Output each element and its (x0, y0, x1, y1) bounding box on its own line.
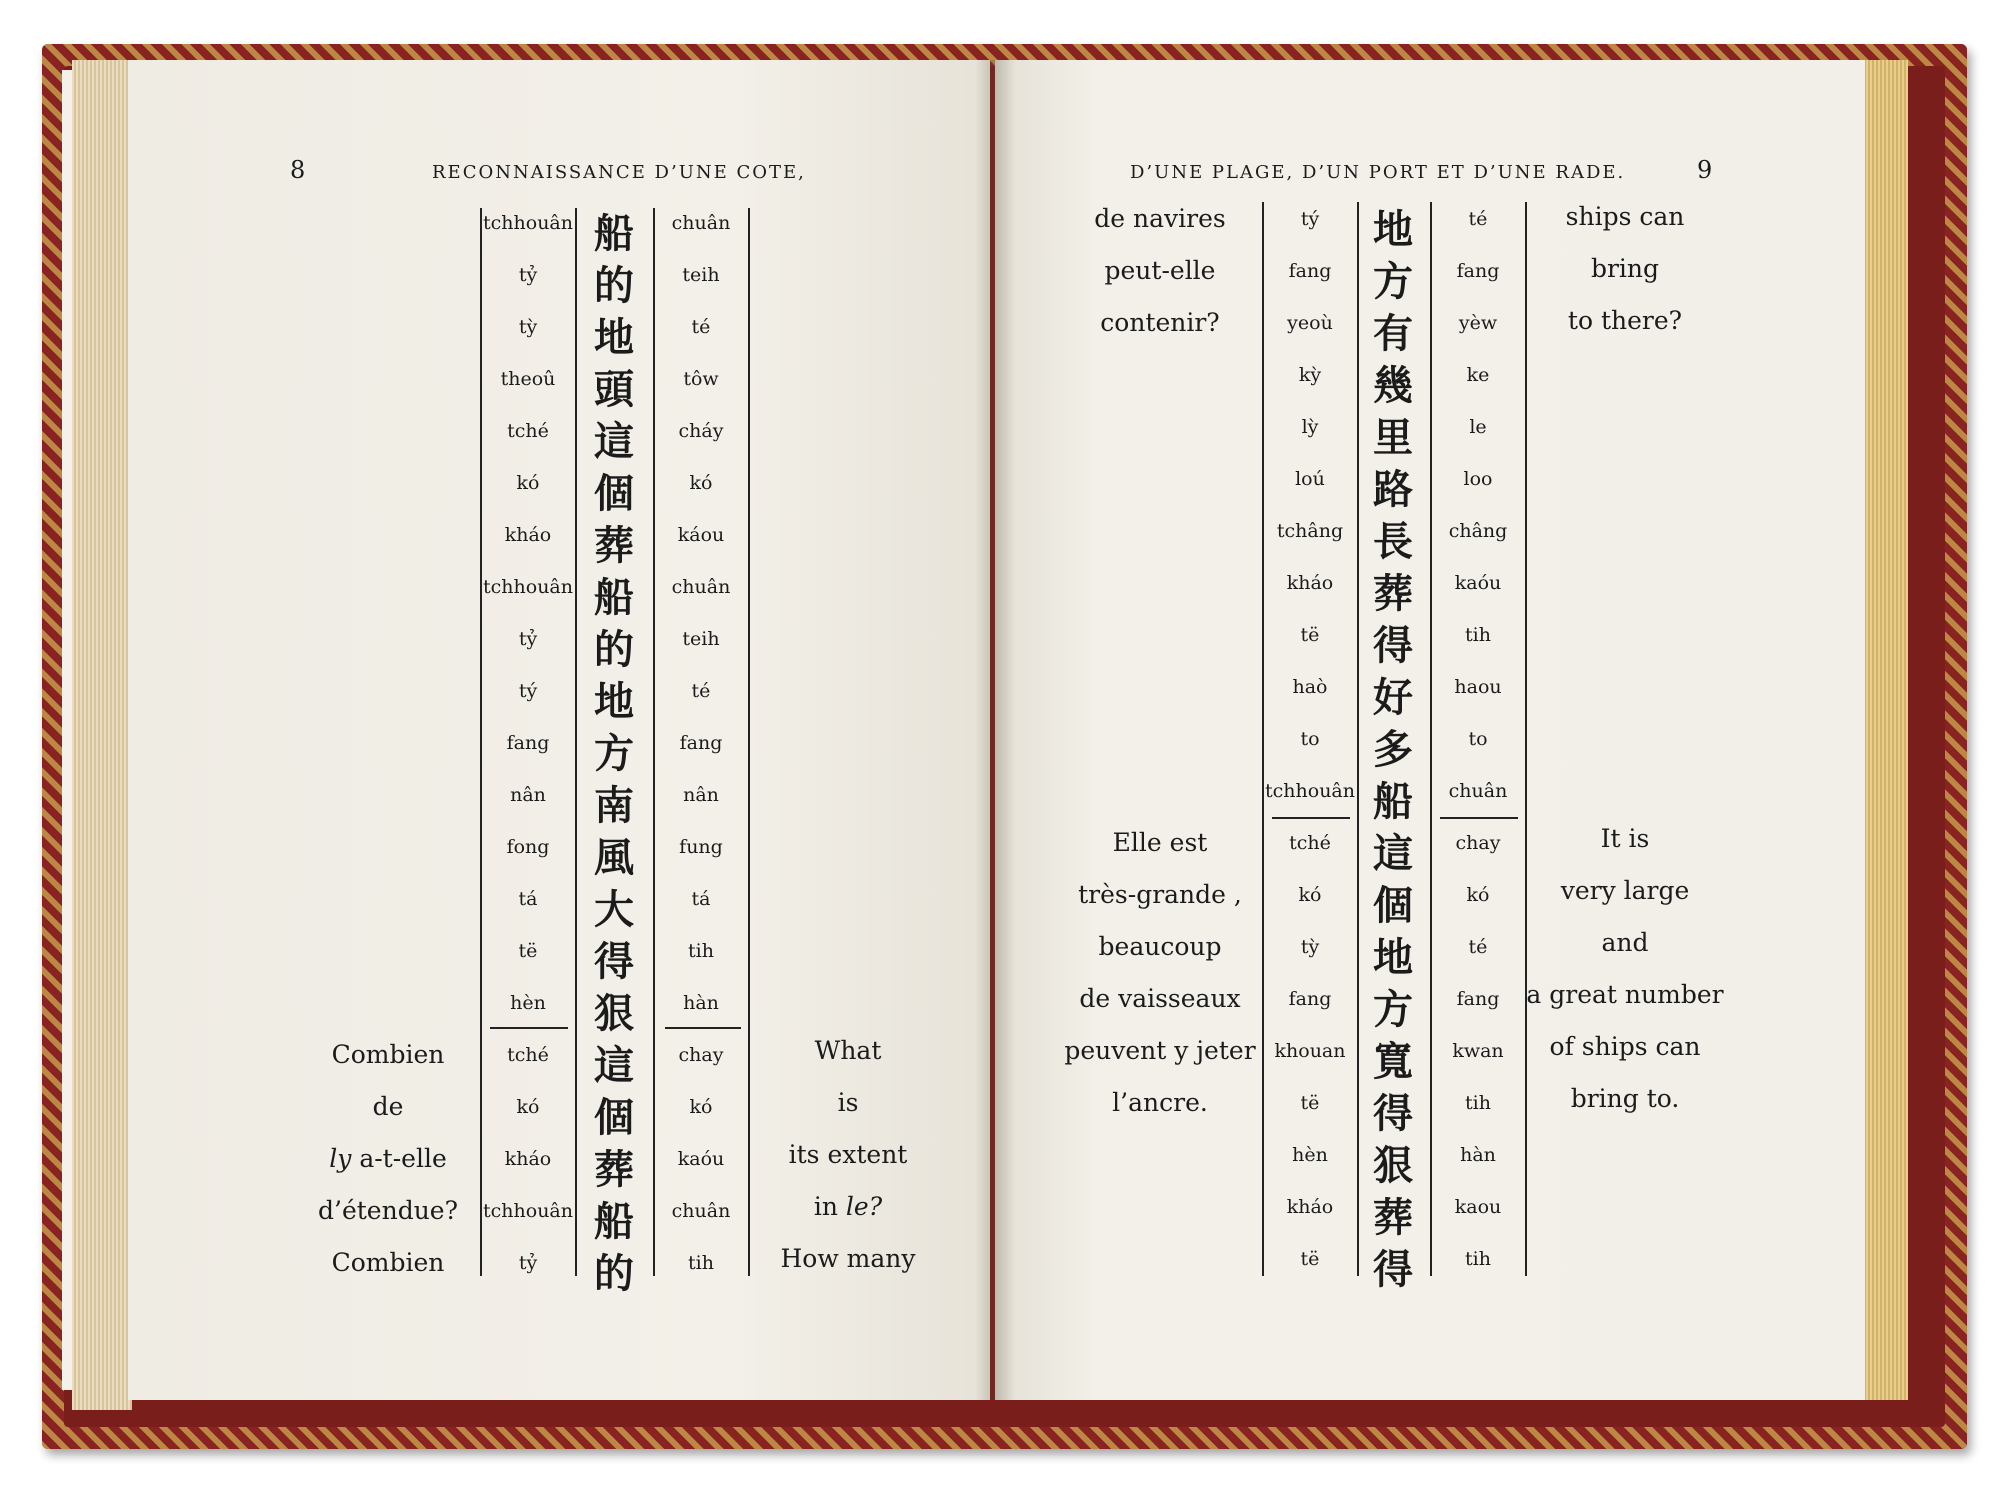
left-english-line-3: its extent (788, 1140, 908, 1169)
right-romanization-b-13: chay (1455, 832, 1501, 854)
right-romanization-b-15: té (1468, 936, 1488, 958)
left-romanization-a-17: tché (507, 1044, 549, 1066)
right-romanization-a-11: to (1300, 728, 1320, 750)
right-romanization-a-4: kỳ (1298, 364, 1322, 386)
left-romanization-a-4: theoû (500, 368, 556, 390)
left-chinese-char-1: 船 (594, 211, 634, 257)
right-romanization-b-9: tih (1465, 624, 1491, 646)
right-romanization-a-20: kháo (1286, 1196, 1334, 1218)
right-chinese-char-14: 個 (1373, 883, 1413, 929)
right-romanization-a-14: kó (1298, 884, 1322, 906)
right-chinese-char-7: 長 (1373, 519, 1413, 565)
right-chinese-char-2: 方 (1373, 259, 1413, 305)
left-romanization-b-4: tôw (683, 368, 719, 390)
left-french-line-2: de (372, 1092, 404, 1121)
right-french-bottom-5: peuvent y jeter (1064, 1036, 1256, 1065)
left-french-line-3-text: a-t-elle (359, 1144, 447, 1173)
left-chinese-char-6: 個 (594, 471, 634, 517)
right-english-bottom-6: bring to. (1570, 1084, 1680, 1113)
right-rule-4 (1525, 202, 1527, 1276)
left-romanization-b-16: hàn (683, 992, 719, 1014)
left-romanization-b-20: chuân (671, 1200, 731, 1222)
right-english-bottom-1: It is (1600, 824, 1650, 853)
left-romanization-a-19: kháo (504, 1148, 552, 1170)
right-english-top-2: bring (1590, 254, 1660, 283)
right-french-bottom-4: de vaisseaux (1079, 984, 1241, 1013)
right-chinese-char-18: 得 (1373, 1091, 1413, 1137)
left-romanization-a-1: tchhouân (483, 212, 573, 234)
page-edges-left (72, 60, 132, 1410)
left-romanization-a-7: kháo (504, 524, 552, 546)
left-romanization-a-15: të (518, 940, 538, 962)
right-romanization-a-10: haò (1292, 676, 1328, 698)
left-english-line-1: What (814, 1036, 882, 1065)
left-chinese-char-12: 南 (594, 783, 634, 829)
right-rule-2 (1357, 202, 1359, 1276)
left-romanization-b-1: chuân (671, 212, 731, 234)
left-romanization-b-11: fang (679, 732, 723, 754)
left-chinese-char-10: 地 (594, 679, 634, 725)
left-chinese-char-18: 個 (594, 1095, 634, 1141)
right-english-bottom-3: and (1601, 928, 1649, 957)
left-romanization-b-15: tih (688, 940, 714, 962)
right-page-header: D’UNE PLAGE, D’UN PORT ET D’UNE RADE. (1130, 162, 1626, 183)
left-chinese-char-9: 的 (594, 627, 634, 673)
left-romanization-b-7: káou (677, 524, 725, 546)
left-rule-2 (575, 208, 577, 1276)
left-romanization-a-6: kó (516, 472, 540, 494)
right-romanization-a-12: tchhouân (1265, 780, 1355, 802)
right-chinese-char-15: 地 (1373, 935, 1413, 981)
right-chinese-char-20: 葬 (1373, 1195, 1413, 1241)
left-chinese-char-13: 風 (594, 835, 634, 881)
left-romanization-a-20: tchhouân (483, 1200, 573, 1222)
left-english-line-2: is (837, 1088, 859, 1117)
left-romanization-b-13: fung (679, 836, 723, 858)
book-gutter (975, 60, 1015, 1400)
right-french-top-3: contenir? (1100, 308, 1220, 337)
right-chinese-char-6: 路 (1373, 467, 1413, 513)
right-romanization-b-19: hàn (1460, 1144, 1496, 1166)
right-english-top-1: ships can (1565, 202, 1685, 231)
left-romanization-b-5: cháy (678, 420, 724, 442)
left-romanization-a-3: tỳ (518, 316, 538, 338)
right-romanization-b-16: fang (1456, 988, 1500, 1010)
right-romanization-b-14: kó (1466, 884, 1490, 906)
right-french-top-1: de navires (1094, 204, 1226, 233)
left-chinese-char-11: 方 (594, 731, 634, 777)
right-divider-a (1272, 817, 1350, 819)
left-romanization-a-14: tá (518, 888, 538, 910)
left-chinese-char-19: 葬 (594, 1147, 634, 1193)
left-chinese-char-17: 這 (594, 1043, 634, 1089)
right-chinese-char-12: 船 (1373, 779, 1413, 825)
left-romanization-b-21: tih (688, 1252, 714, 1274)
right-chinese-char-3: 有 (1373, 311, 1413, 357)
right-chinese-char-1: 地 (1373, 207, 1413, 253)
right-romanization-a-13: tché (1289, 832, 1331, 854)
right-romanization-b-18: tih (1465, 1092, 1491, 1114)
right-english-bottom-2: very large (1560, 876, 1690, 905)
right-chinese-char-17: 寬 (1373, 1039, 1413, 1085)
left-chinese-char-8: 船 (594, 575, 634, 621)
left-romanization-b-2: teih (682, 264, 720, 286)
right-romanization-a-3: yeoù (1287, 312, 1333, 334)
left-chinese-char-21: 的 (594, 1251, 634, 1297)
left-romanization-b-6: kó (689, 472, 713, 494)
left-romanization-b-9: teih (682, 628, 720, 650)
left-romanization-b-3: té (691, 316, 711, 338)
left-english-italic: le? (845, 1192, 883, 1221)
right-romanization-b-5: le (1469, 416, 1487, 438)
left-romanization-b-10: té (691, 680, 711, 702)
left-romanization-b-12: nân (683, 784, 719, 806)
right-romanization-b-3: yèw (1458, 312, 1498, 334)
right-chinese-char-16: 方 (1373, 987, 1413, 1033)
left-romanization-b-19: kaóu (677, 1148, 725, 1170)
right-romanization-a-9: të (1300, 624, 1320, 646)
right-english-top-3: to there? (1567, 306, 1683, 335)
right-romanization-b-10: haou (1454, 676, 1502, 698)
left-english-line-4 (738, 1192, 958, 1221)
left-romanization-a-10: tý (518, 680, 538, 702)
left-chinese-char-15: 得 (594, 939, 634, 985)
left-romanization-b-18: kó (689, 1096, 713, 1118)
right-romanization-a-15: tỳ (1300, 936, 1320, 958)
right-chinese-char-8: 葬 (1373, 571, 1413, 617)
right-romanization-b-21: tih (1465, 1248, 1491, 1270)
left-romanization-a-16: hèn (510, 992, 546, 1014)
left-page-header: RECONNAISSANCE D’UNE COTE, (432, 162, 806, 183)
left-french-line-1: Combien (331, 1040, 445, 1069)
right-divider-b (1440, 817, 1518, 819)
left-chinese-char-2: 的 (594, 263, 634, 309)
right-chinese-char-19: 狠 (1373, 1143, 1413, 1189)
left-romanization-a-13: fong (506, 836, 550, 858)
left-chinese-char-3: 地 (594, 315, 634, 361)
left-chinese-char-5: 這 (594, 419, 634, 465)
left-romanization-a-11: fang (506, 732, 550, 754)
right-romanization-b-12: chuân (1448, 780, 1508, 802)
right-romanization-b-4: ke (1466, 364, 1490, 386)
left-rule-3 (653, 208, 655, 1276)
right-romanization-b-1: té (1468, 208, 1488, 230)
gilt-page-edges-right (1860, 60, 1908, 1400)
left-romanization-b-14: tá (691, 888, 711, 910)
right-romanization-b-17: kwan (1452, 1040, 1504, 1062)
right-romanization-b-2: fang (1456, 260, 1500, 282)
right-chinese-char-10: 好 (1373, 675, 1413, 721)
left-english-line-4-text: in (813, 1192, 838, 1221)
left-romanization-a-21: tỷ (518, 1252, 538, 1274)
right-french-bottom-1: Elle est (1112, 828, 1208, 857)
left-french-line-3 (278, 1144, 498, 1173)
left-french-line-4: d’étendue? (318, 1196, 458, 1225)
right-romanization-a-19: hèn (1292, 1144, 1328, 1166)
right-chinese-char-11: 多 (1373, 727, 1413, 773)
right-romanization-a-1: tý (1300, 208, 1320, 230)
left-english-line-5: How many (780, 1244, 916, 1273)
right-romanization-a-5: lỳ (1301, 416, 1319, 438)
right-romanization-b-7: châng (1448, 520, 1508, 542)
right-english-bottom-5: of ships can (1549, 1032, 1701, 1061)
right-french-bottom-6: l’ancre. (1112, 1088, 1208, 1117)
right-romanization-b-6: loo (1463, 468, 1493, 490)
right-romanization-b-20: kaou (1454, 1196, 1502, 1218)
left-romanization-a-12: nân (510, 784, 546, 806)
right-romanization-a-17: khouan (1274, 1040, 1346, 1062)
right-english-bottom-4: a great number (1526, 980, 1724, 1009)
left-chinese-char-14: 大 (594, 887, 634, 933)
right-chinese-char-5: 里 (1373, 415, 1413, 461)
left-french-line-5: Combien (331, 1248, 445, 1277)
right-romanization-b-8: kaóu (1454, 572, 1502, 594)
right-chinese-char-9: 得 (1373, 623, 1413, 669)
left-romanization-a-5: tché (507, 420, 549, 442)
right-romanization-a-21: të (1300, 1248, 1320, 1270)
left-divider-a (490, 1027, 568, 1029)
right-romanization-a-16: fang (1288, 988, 1332, 1010)
left-chinese-char-7: 葬 (594, 523, 634, 569)
left-romanization-a-9: tỷ (518, 628, 538, 650)
left-divider-b (665, 1027, 741, 1029)
left-page-number: 8 (290, 156, 306, 184)
right-romanization-a-18: të (1300, 1092, 1320, 1114)
left-romanization-a-18: kó (516, 1096, 540, 1118)
right-chinese-char-21: 得 (1373, 1247, 1413, 1293)
left-romanization-b-8: chuân (671, 576, 731, 598)
right-page-number: 9 (1697, 156, 1713, 184)
left-chinese-char-16: 狠 (594, 991, 634, 1037)
left-french-italic: ly (329, 1144, 352, 1173)
left-romanization-a-8: tchhouân (483, 576, 573, 598)
right-romanization-a-2: fang (1288, 260, 1332, 282)
right-romanization-a-7: tchâng (1276, 520, 1344, 542)
right-french-top-2: peut-elle (1104, 256, 1216, 285)
right-french-bottom-2: très-grande , (1078, 880, 1242, 909)
right-chinese-char-4: 幾 (1373, 363, 1413, 409)
right-rule-3 (1430, 202, 1432, 1276)
right-romanization-a-8: kháo (1286, 572, 1334, 594)
left-chinese-char-4: 頭 (594, 367, 634, 413)
right-romanization-a-6: loú (1295, 468, 1325, 490)
left-romanization-a-2: tỷ (518, 264, 538, 286)
right-chinese-char-13: 這 (1373, 831, 1413, 877)
right-french-bottom-3: beaucoup (1098, 932, 1222, 961)
left-chinese-char-20: 船 (594, 1199, 634, 1245)
right-romanization-b-11: to (1468, 728, 1488, 750)
left-romanization-b-17: chay (678, 1044, 724, 1066)
